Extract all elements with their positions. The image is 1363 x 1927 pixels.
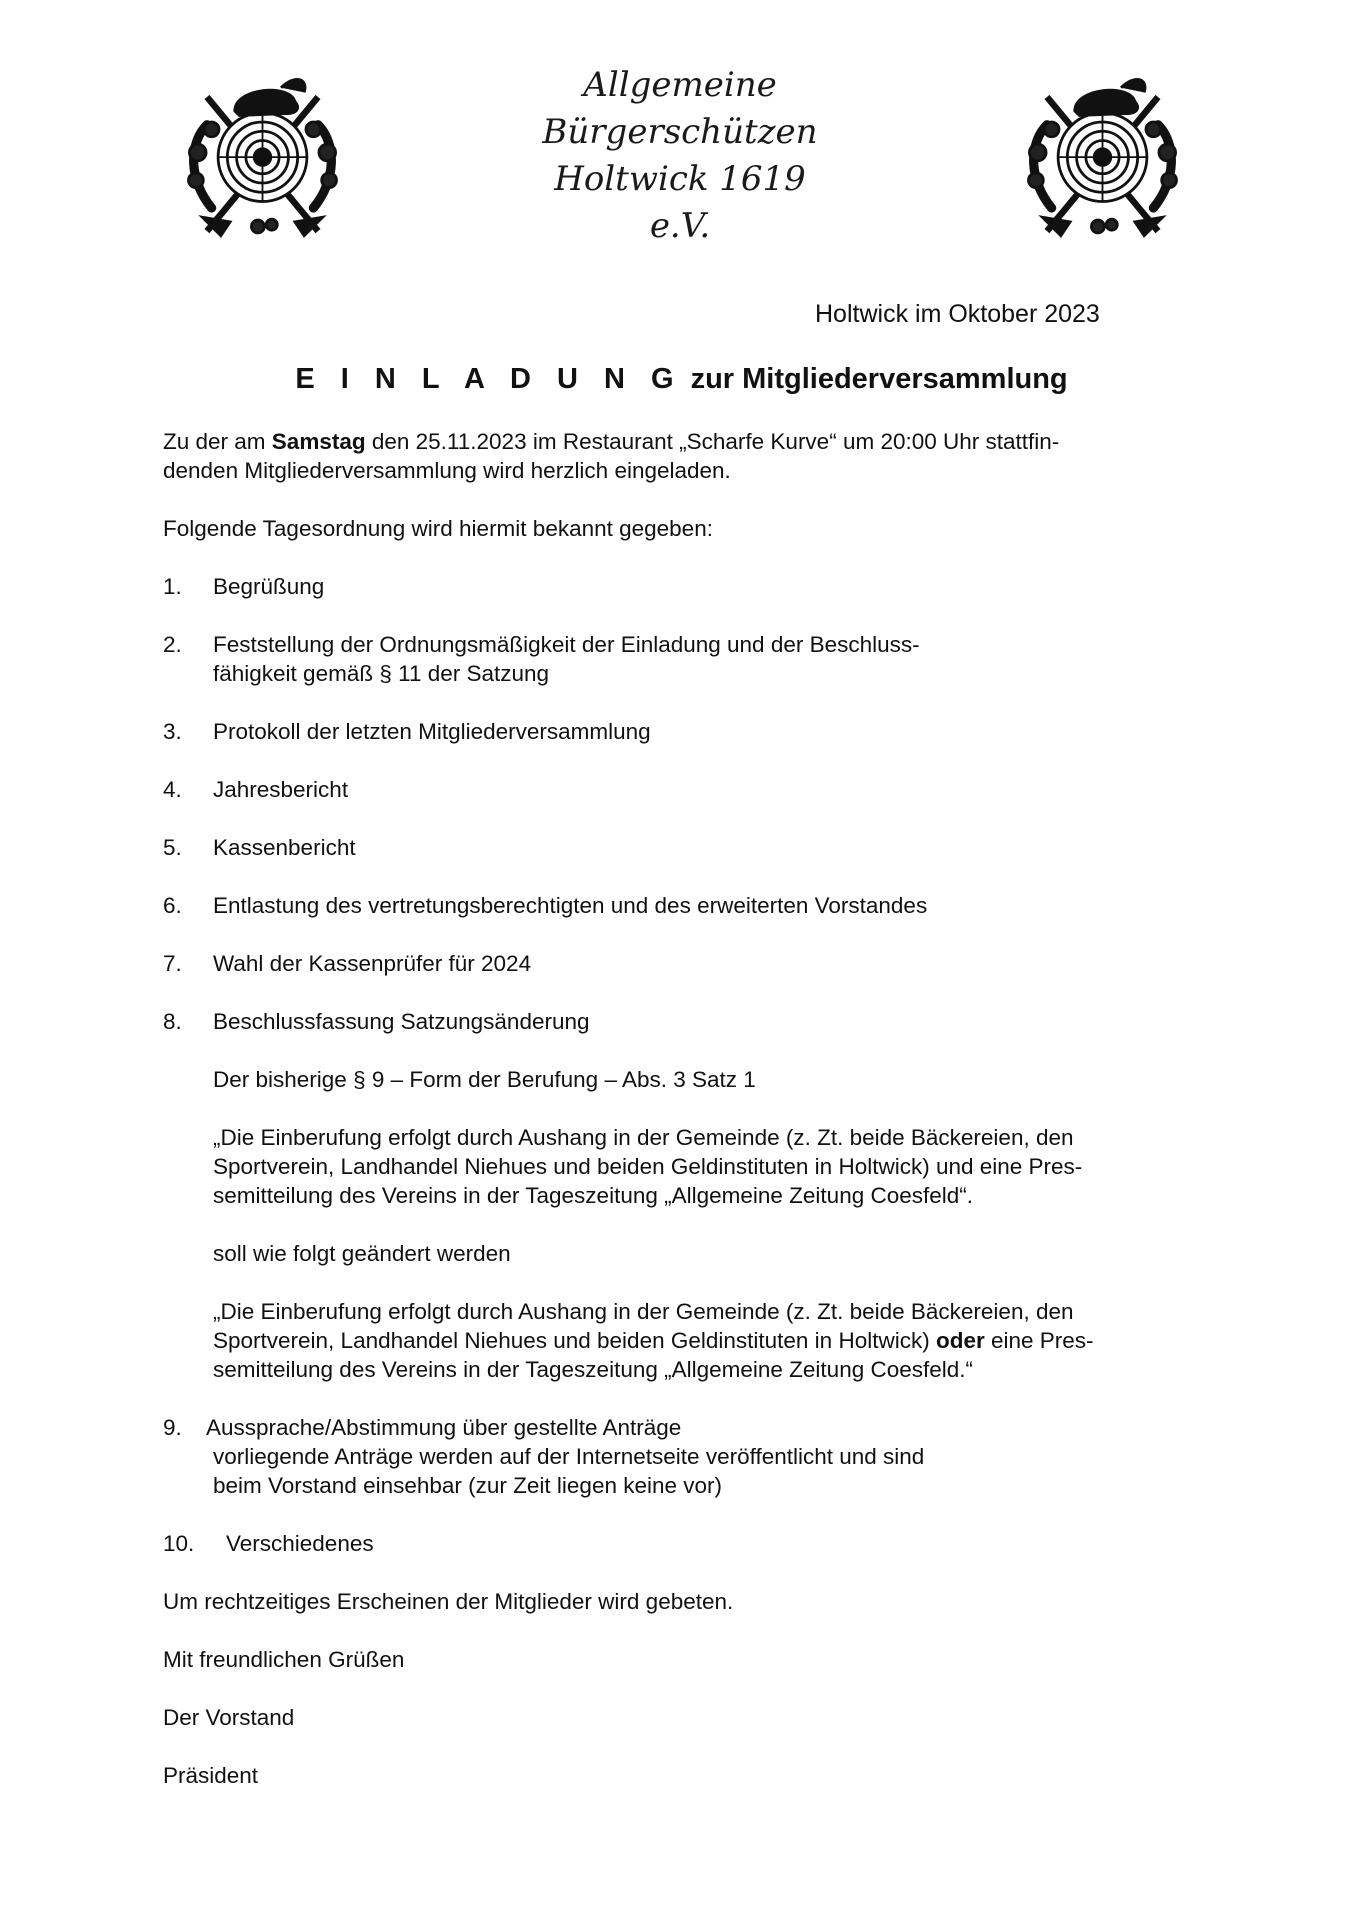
dateline: Holtwick im Oktober 2023 xyxy=(815,300,1100,328)
agenda-text: Verschiedenes xyxy=(226,1531,374,1556)
agenda-number: 8. xyxy=(163,1009,182,1034)
agenda-text: Jahresbericht xyxy=(213,777,349,802)
closing-president: Präsident xyxy=(163,1763,259,1788)
agenda-number: 9. xyxy=(163,1415,182,1440)
intro-line-1 xyxy=(163,427,1059,456)
organization-name xyxy=(480,62,880,250)
intro-text: den 25.11.2023 im Restaurant „Scharfe Kurve“ um 20:00 Uhr stattfin- xyxy=(365,429,1060,454)
agenda-text: beim Vorstand einsehbar (zur Zeit liegen keine vor) xyxy=(213,1473,723,1498)
org-name-line: Allgemeine xyxy=(583,65,777,105)
agenda-number: 4. xyxy=(163,777,182,802)
closing-request: Um rechtzeitiges Erscheinen der Mitglieder wird gebeten. xyxy=(163,1589,734,1614)
agenda-number: 1. xyxy=(163,574,182,599)
bylaw-emphasis: oder xyxy=(935,1328,985,1353)
org-name-line: e.V. xyxy=(649,206,711,246)
agenda-number: 5. xyxy=(163,835,182,860)
bylaw-new-text: semitteilung des Vereins in der Tageszeitung „Allgemeine Zeitung Coesfeld.“ xyxy=(213,1357,974,1382)
agenda-text: Beschlussfassung Satzungsänderung xyxy=(213,1009,590,1034)
agenda-text: Begrüßung xyxy=(213,574,325,599)
agenda-text: Entlastung des vertretungsberechtigten und des erweiterten Vorstandes xyxy=(213,893,928,918)
agenda-number: 7. xyxy=(163,951,182,976)
shooting-club-crest-icon xyxy=(1010,60,1195,245)
bylaw-new-text-part: Sportverein, Landhandel Niehues und beiden Geldinstituten in Holtwick) xyxy=(213,1328,936,1353)
title-rest: zur Mitgliederversammlung xyxy=(690,363,1068,395)
bylaw-new-text xyxy=(213,1326,1094,1355)
title-spaced: E I N L A D U N G xyxy=(295,363,683,395)
bylaw-old-text: „Die Einberufung erfolgt durch Aushang in der Gemeinde (z. Zt. beide Bäckereien, den xyxy=(213,1125,1074,1150)
closing-greeting: Mit freundlichen Grüßen xyxy=(163,1647,405,1672)
agenda-number: 6. xyxy=(163,893,182,918)
agenda-text: Aussprache/Abstimmung über gestellte Anträge xyxy=(206,1415,682,1440)
agenda-text: Protokoll der letzten Mitgliederversammlung xyxy=(213,719,651,744)
agenda-number: 2. xyxy=(163,632,182,657)
agenda-text: vorliegende Anträge werden auf der Internetseite veröffentlicht und sind xyxy=(213,1444,925,1469)
bylaw-old-text: semitteilung des Vereins in der Tageszeitung „Allgemeine Zeitung Coesfeld“. xyxy=(213,1183,974,1208)
closing-board: Der Vorstand xyxy=(163,1705,295,1730)
bylaw-current-label: Der bisherige § 9 – Form der Berufung – Abs. 3 Satz 1 xyxy=(213,1067,756,1092)
agenda-text: Kassenbericht xyxy=(213,835,356,860)
intro-line-2: denden Mitgliederversammlung wird herzlich eingeladen. xyxy=(163,458,731,483)
intro-text: Zu der am xyxy=(163,429,272,454)
document-title xyxy=(0,363,1363,396)
org-name-line: Holtwick 1619 xyxy=(554,159,806,199)
bylaw-old-text: Sportverein, Landhandel Niehues und beiden Geldinstituten in Holtwick) und eine Pres- xyxy=(213,1154,1083,1179)
bylaw-change-label: soll wie folgt geändert werden xyxy=(213,1241,511,1266)
org-name-line: Bürgerschützen xyxy=(542,112,818,152)
agenda-text: fähigkeit gemäß § 11 der Satzung xyxy=(213,661,550,686)
bylaw-new-text: „Die Einberufung erfolgt durch Aushang in der Gemeinde (z. Zt. beide Bäckereien, den xyxy=(213,1299,1074,1324)
agenda-text: Wahl der Kassenprüfer für 2024 xyxy=(213,951,532,976)
agenda-number: 10. xyxy=(163,1531,195,1556)
bylaw-new-text-part: eine Pres- xyxy=(984,1328,1094,1353)
agenda-text: Feststellung der Ordnungsmäßigkeit der Einladung und der Beschluss- xyxy=(213,632,920,657)
shooting-club-crest-icon xyxy=(170,60,355,245)
intro-weekday: Samstag xyxy=(271,429,366,454)
agenda-number: 3. xyxy=(163,719,182,744)
agenda-intro: Folgende Tagesordnung wird hiermit bekannt gegeben: xyxy=(163,516,713,541)
